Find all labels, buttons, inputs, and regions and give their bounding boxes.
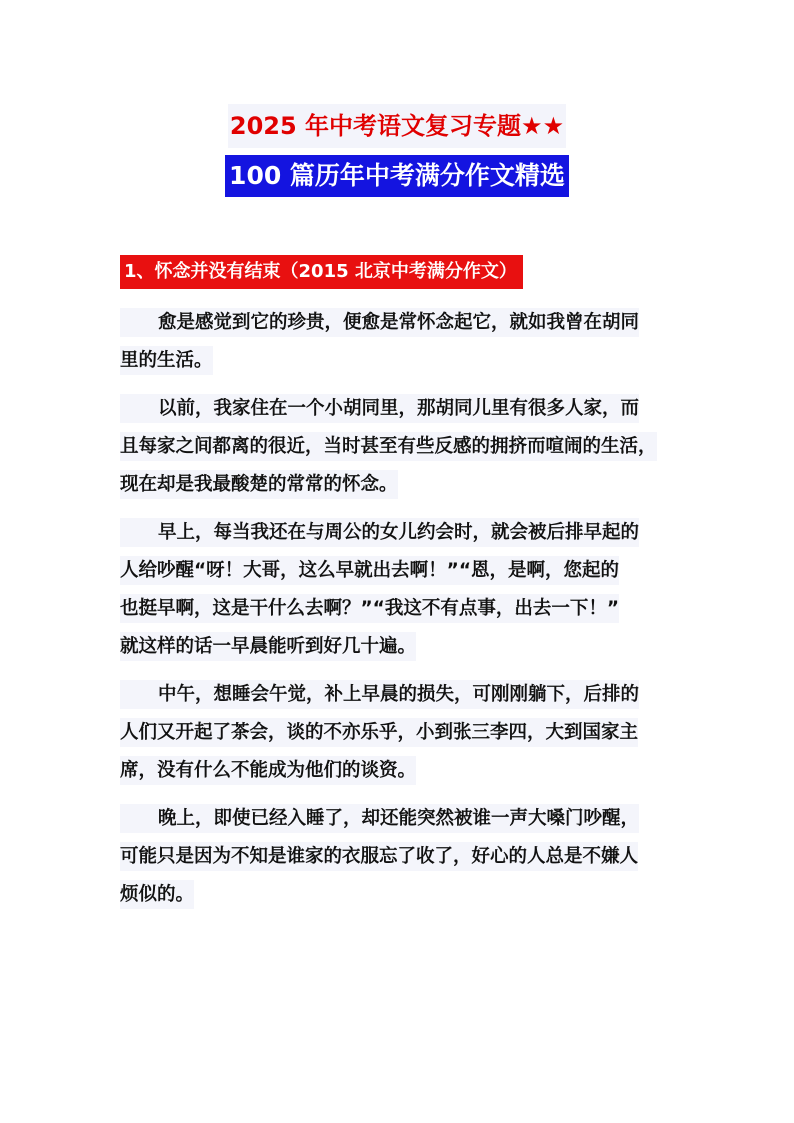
paragraph-line: [120, 590, 680, 628]
subtitle-text: 100 篇历年中考满分作文精选: [225, 155, 569, 197]
paragraph-line-text: 早上，每当我还在与周公的女儿约会时，就会被后排早起的: [158, 522, 640, 543]
paragraph-line: [120, 514, 680, 552]
paragraph-line-text: 且每家之间都离的很近，当时甚至有些反感的拥挤而喧闹的生活，: [120, 432, 657, 461]
paragraph: [120, 676, 680, 790]
paragraph-line-text: 人给吵醒“呀！大哥，这么早就出去啊！”“恩，是啊，您起的: [120, 556, 619, 585]
paragraph: [120, 390, 680, 504]
paragraph-line-text: 就这样的话一早晨能听到好几十遍。: [120, 632, 416, 661]
paragraph-line: [120, 466, 680, 504]
paragraph-line-text: 中午，想睡会午觉，补上早晨的损失，可刚刚躺下，后排的: [158, 684, 640, 705]
paragraph-line: [120, 304, 680, 342]
paragraph-line: [120, 800, 680, 838]
paragraph-line-text: 里的生活。: [120, 346, 213, 375]
paragraph-line-text: 也挺早啊，这是干什么去啊？”“我这不有点事，出去一下！”: [120, 594, 619, 623]
paragraph-line: [120, 676, 680, 714]
paragraph-line-text: 愈是感觉到它的珍贵，便愈是常怀念起它，就如我曾在胡同: [158, 312, 640, 333]
section-heading-text: 1、怀念并没有结束（2015 北京中考满分作文）: [120, 255, 523, 289]
paragraph: [120, 514, 680, 666]
paragraph-line-text: 烦似的。: [120, 880, 194, 909]
paragraph: [120, 304, 680, 380]
paragraph-line: [120, 552, 680, 590]
paragraph-line: [120, 342, 680, 380]
paragraph-line: [120, 628, 680, 666]
paragraph-line-text: 现在却是我最酸楚的常常的怀念。: [120, 470, 398, 499]
document-title-line-2: [0, 155, 794, 197]
paragraph-line: [120, 876, 680, 914]
section-heading: [120, 255, 523, 291]
paragraph-line-text: 人们又开起了茶会，谈的不亦乐乎，小到张三李四，大到国家主: [120, 718, 638, 747]
paragraph-line-text: 以前，我家住在一个小胡同里，那胡同儿里有很多人家，而: [158, 398, 640, 419]
paragraph-line-text: 席，没有什么不能成为他们的谈资。: [120, 756, 416, 785]
paragraph-line: [120, 752, 680, 790]
paragraph-line: [120, 838, 680, 876]
paragraph-line-text: 晚上，即使已经入睡了，却还能突然被谁一声大嗓门吵醒，: [158, 808, 640, 829]
essay-body: [120, 304, 680, 924]
document-title-line-1: [0, 104, 794, 148]
title-text: 2025 年中考语文复习专题★★: [228, 104, 566, 148]
paragraph: [120, 800, 680, 914]
paragraph-line: [120, 428, 680, 466]
paragraph-line-text: 可能只是因为不知是谁家的衣服忘了收了，好心的人总是不嫌人: [120, 842, 638, 871]
paragraph-line: [120, 390, 680, 428]
paragraph-line: [120, 714, 680, 752]
